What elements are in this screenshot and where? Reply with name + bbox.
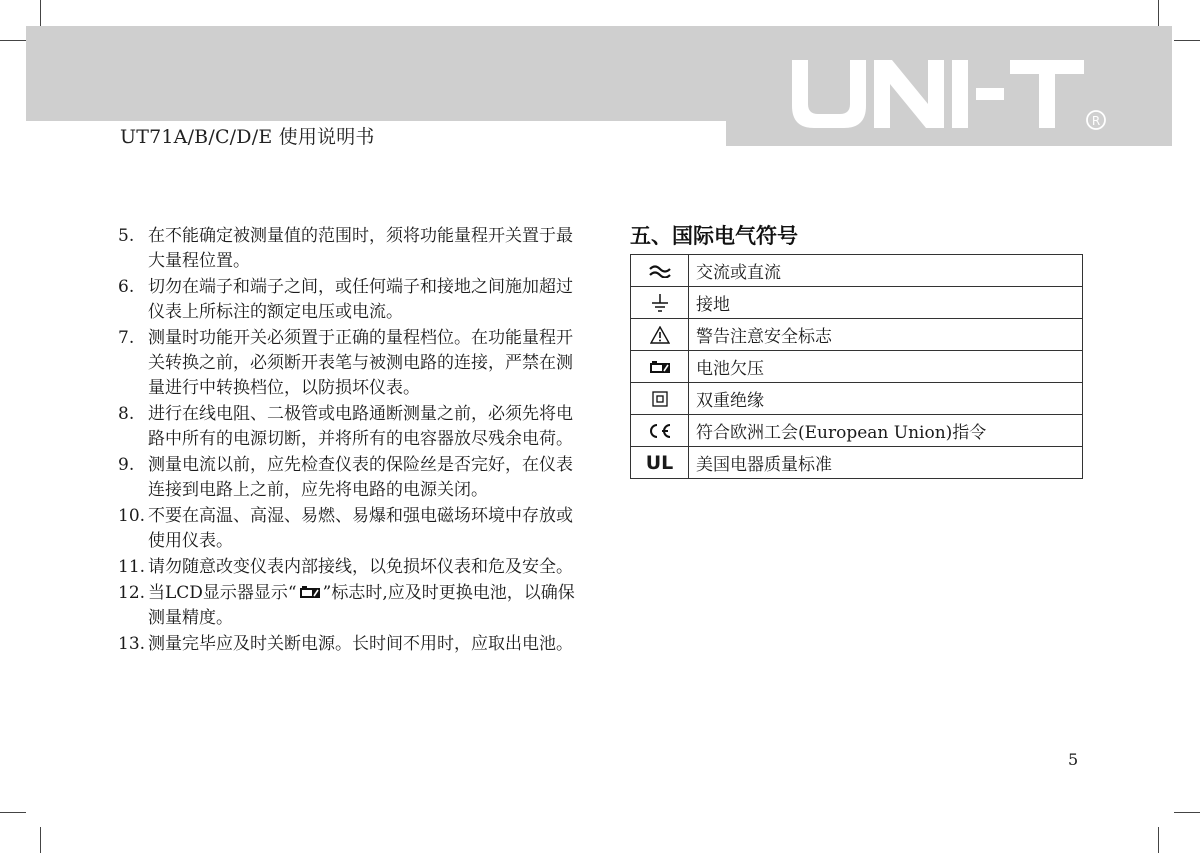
warning-icon: [650, 326, 670, 344]
list-item: 6. 切勿在端子和端子之间，或任何端子和接地之间施加超过仪表上所标注的额定电压或电流。: [118, 277, 573, 322]
precautions-list: [118, 224, 578, 658]
battery-low-icon: [649, 360, 671, 374]
brand-logo: [790, 54, 1110, 134]
double-insulation-icon: [652, 391, 668, 407]
ce-mark-icon: [648, 423, 672, 439]
table-row: UL 美国电器质量标准: [631, 447, 1083, 479]
document-title: UT71A/B/C/D/E 使用说明书: [120, 126, 375, 148]
table-row: 双重绝缘: [631, 383, 1083, 415]
table-row: 警告注意安全标志: [631, 319, 1083, 351]
symbols-table: [630, 254, 1083, 479]
list-item: 9. 测量电流以前，应先检查仪表的保险丝是否完好，在仪表连接到电路上之前，应先将电路的电源关闭。: [118, 455, 573, 500]
battery-low-icon: [299, 585, 321, 599]
crop-mark: [40, 827, 41, 853]
svg-text:R: R: [1091, 114, 1101, 128]
table-row: 电池欠压: [631, 351, 1083, 383]
crop-mark: [40, 0, 41, 26]
list-item: 7. 测量时功能开关必须置于正确的量程档位。在功能量程开关转换之前，必须断开表笔与被测电路的连接，严禁在测量进行中转换档位，以防损坏仪表。: [118, 328, 573, 398]
list-item: 5. 在不能确定被测量值的范围时，须将功能量程开关置于最大量程位置。: [118, 226, 573, 271]
list-item: 11. 请勿随意改变仪表内部接线，以免损坏仪表和危及安全。: [118, 557, 573, 577]
crop-mark: [1174, 40, 1200, 41]
table-row: 交流或直流: [631, 255, 1083, 287]
ground-icon: [650, 293, 670, 313]
crop-mark: [1174, 812, 1200, 813]
list-item: 12. 当LCD显示器显示“ ”标志时,应及时更换电池，以确保测量精度。: [118, 583, 575, 628]
table-row: 接地: [631, 287, 1083, 319]
page-number: 5: [1068, 750, 1079, 769]
ul-mark-icon: UL: [645, 451, 674, 474]
crop-mark: [0, 812, 26, 813]
list-item: 8. 进行在线电阻、二极管或电路通断测量之前，必须先将电路中所有的电源切断，并将所有的电容器放尽残余电荷。: [118, 404, 573, 449]
list-item: 10. 不要在高温、高湿、易燃、易爆和强电磁场环境中存放或使用仪表。: [118, 506, 573, 551]
crop-mark: [1158, 827, 1159, 853]
ac-dc-icon: [649, 264, 671, 278]
crop-mark: [1158, 0, 1159, 26]
crop-mark: [0, 40, 26, 41]
list-item: 13. 测量完毕应及时关断电源。长时间不用时，应取出电池。: [118, 634, 573, 654]
section-title: 五、国际电气符号: [630, 224, 798, 248]
table-row: 符合欧洲工会(European Union)指令: [631, 415, 1083, 447]
